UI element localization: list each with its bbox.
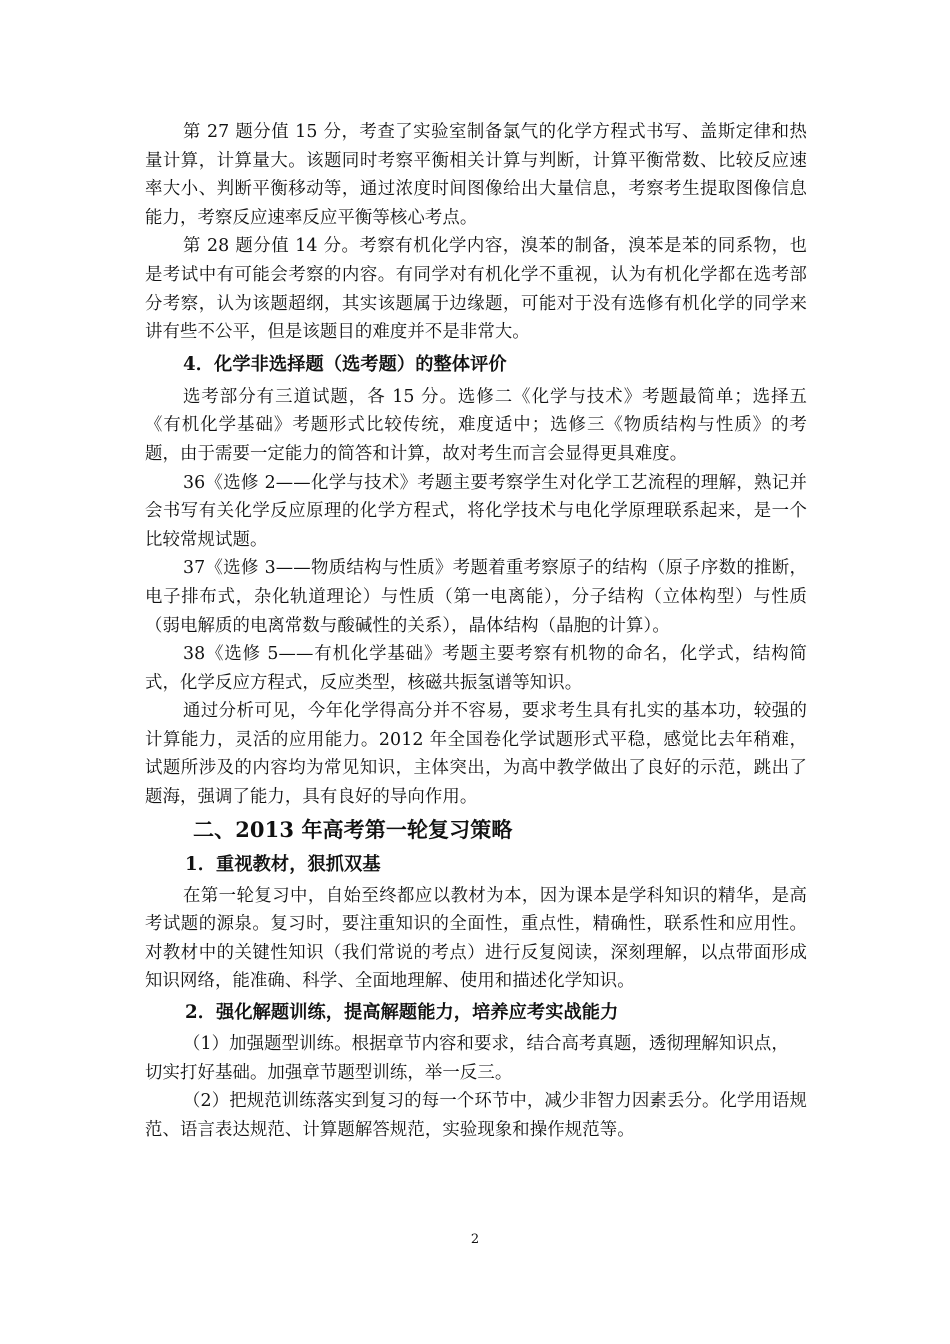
- section-heading-2: 2．强化解题训练，提高解题能力，培养应考实战能力: [185, 1002, 619, 1024]
- section-heading-4: 4．化学非选择题（选考题）的整体评价: [183, 353, 507, 375]
- paragraph-summary: 通过分析可见，今年化学得高分并不容易，要求考生具有扎实的基本功，较强的计算能力，灵活的应用能力。2012 年全国卷化学试题形式平稳，感觉比去年稍难，试题所涉及的内容均为常见知识，主体突出，为高中教学做出了良好的示范，跳出了题海，强调了能力，具有良好的导向作用。: [145, 701, 807, 808]
- paragraph-item-1: （1）加强题型训练。根据章节内容和要求，结合高考真题，透彻理解知识点，: [183, 1034, 789, 1055]
- paragraph-elective-38: 38《选修 5——有机化学基础》考题主要考察有机物的命名，化学式，结构简式，化学反应方程式，反应类型，核磁共振氢谱等知识。: [145, 644, 807, 693]
- paragraph-q28: 第 28 题分值 14 分。考察有机化学内容，溴苯的制备，溴苯是苯的同系物，也是考试中有可能会考察的内容。有同学对有机化学不重视，认为有机化学都在选考部分考察，认为该题超纲，其实该题属于边缘题，可能对于没有选修有机化学的同学来讲有些不公平，但是该题目的难度并不是非常大。: [145, 236, 807, 343]
- chapter-heading-2: 二、2013 年高考第一轮复习策略: [193, 816, 513, 842]
- page-number: 2: [470, 1232, 480, 1247]
- paragraph-textbook: 在第一轮复习中，自始至终都应以教材为本，因为课本是学科知识的精华，是高考试题的源泉。复习时，要注重知识的全面性，重点性，精确性，联系性和应用性。对教材中的关键性知识（我们常说的考点）进行反复阅读，深刻理解，以点带面形成知识网络，能准确、科学、全面地理解、使用和描述化学知识。: [145, 885, 807, 992]
- document-body: [145, 118, 807, 1144]
- section-heading-1: 1．重视教材，狠抓双基: [185, 853, 381, 875]
- paragraph-elective-37: 37《选修 3——物质结构与性质》考题着重考察原子的结构（原子序数的推断，电子排布式，杂化轨道理论）与性质（第一电离能），分子结构（立体构型）与性质（弱电解质的电离常数与酸碱性的关系），晶体结构（晶胞的计算）。: [145, 558, 807, 636]
- paragraph-q27: 第 27 题分值 15 分，考查了实验室制备氯气的化学方程式书写、盖斯定律和热量计算，计算量大。该题同时考察平衡相关计算与判断，计算平衡常数、比较反应速率大小、判断平衡移动等，通过浓度时间图像给出大量信息，考察考生提取图像信息能力，考察反应速率反应平衡等核心考点。: [145, 122, 807, 228]
- paragraph-elective-overview: 选考部分有三道试题，各 15 分。选修二《化学与技术》考题最简单；选择五《有机化学基础》考题形式比较传统，难度适中；选修三《物质结构与性质》的考题，由于需要一定能力的简答和计算，故对考生而言会显得更具难度。: [145, 386, 807, 464]
- paragraph-item-2: （2）把规范训练落实到复习的每一个环节中，减少非智力因素丢分。化学用语规范、语言表达规范、计算题解答规范，实验现象和操作规范等。: [145, 1091, 807, 1140]
- paragraph-item-1-continued: 切实打好基础。加强章节题型训练，举一反三。: [145, 1062, 513, 1083]
- paragraph-elective-36: 36《选修 2——化学与技术》考题主要考察学生对化学工艺流程的理解，熟记并会书写有关化学反应原理的化学方程式，将化学技术与电化学原理联系起来，是一个比较常规试题。: [145, 472, 807, 550]
